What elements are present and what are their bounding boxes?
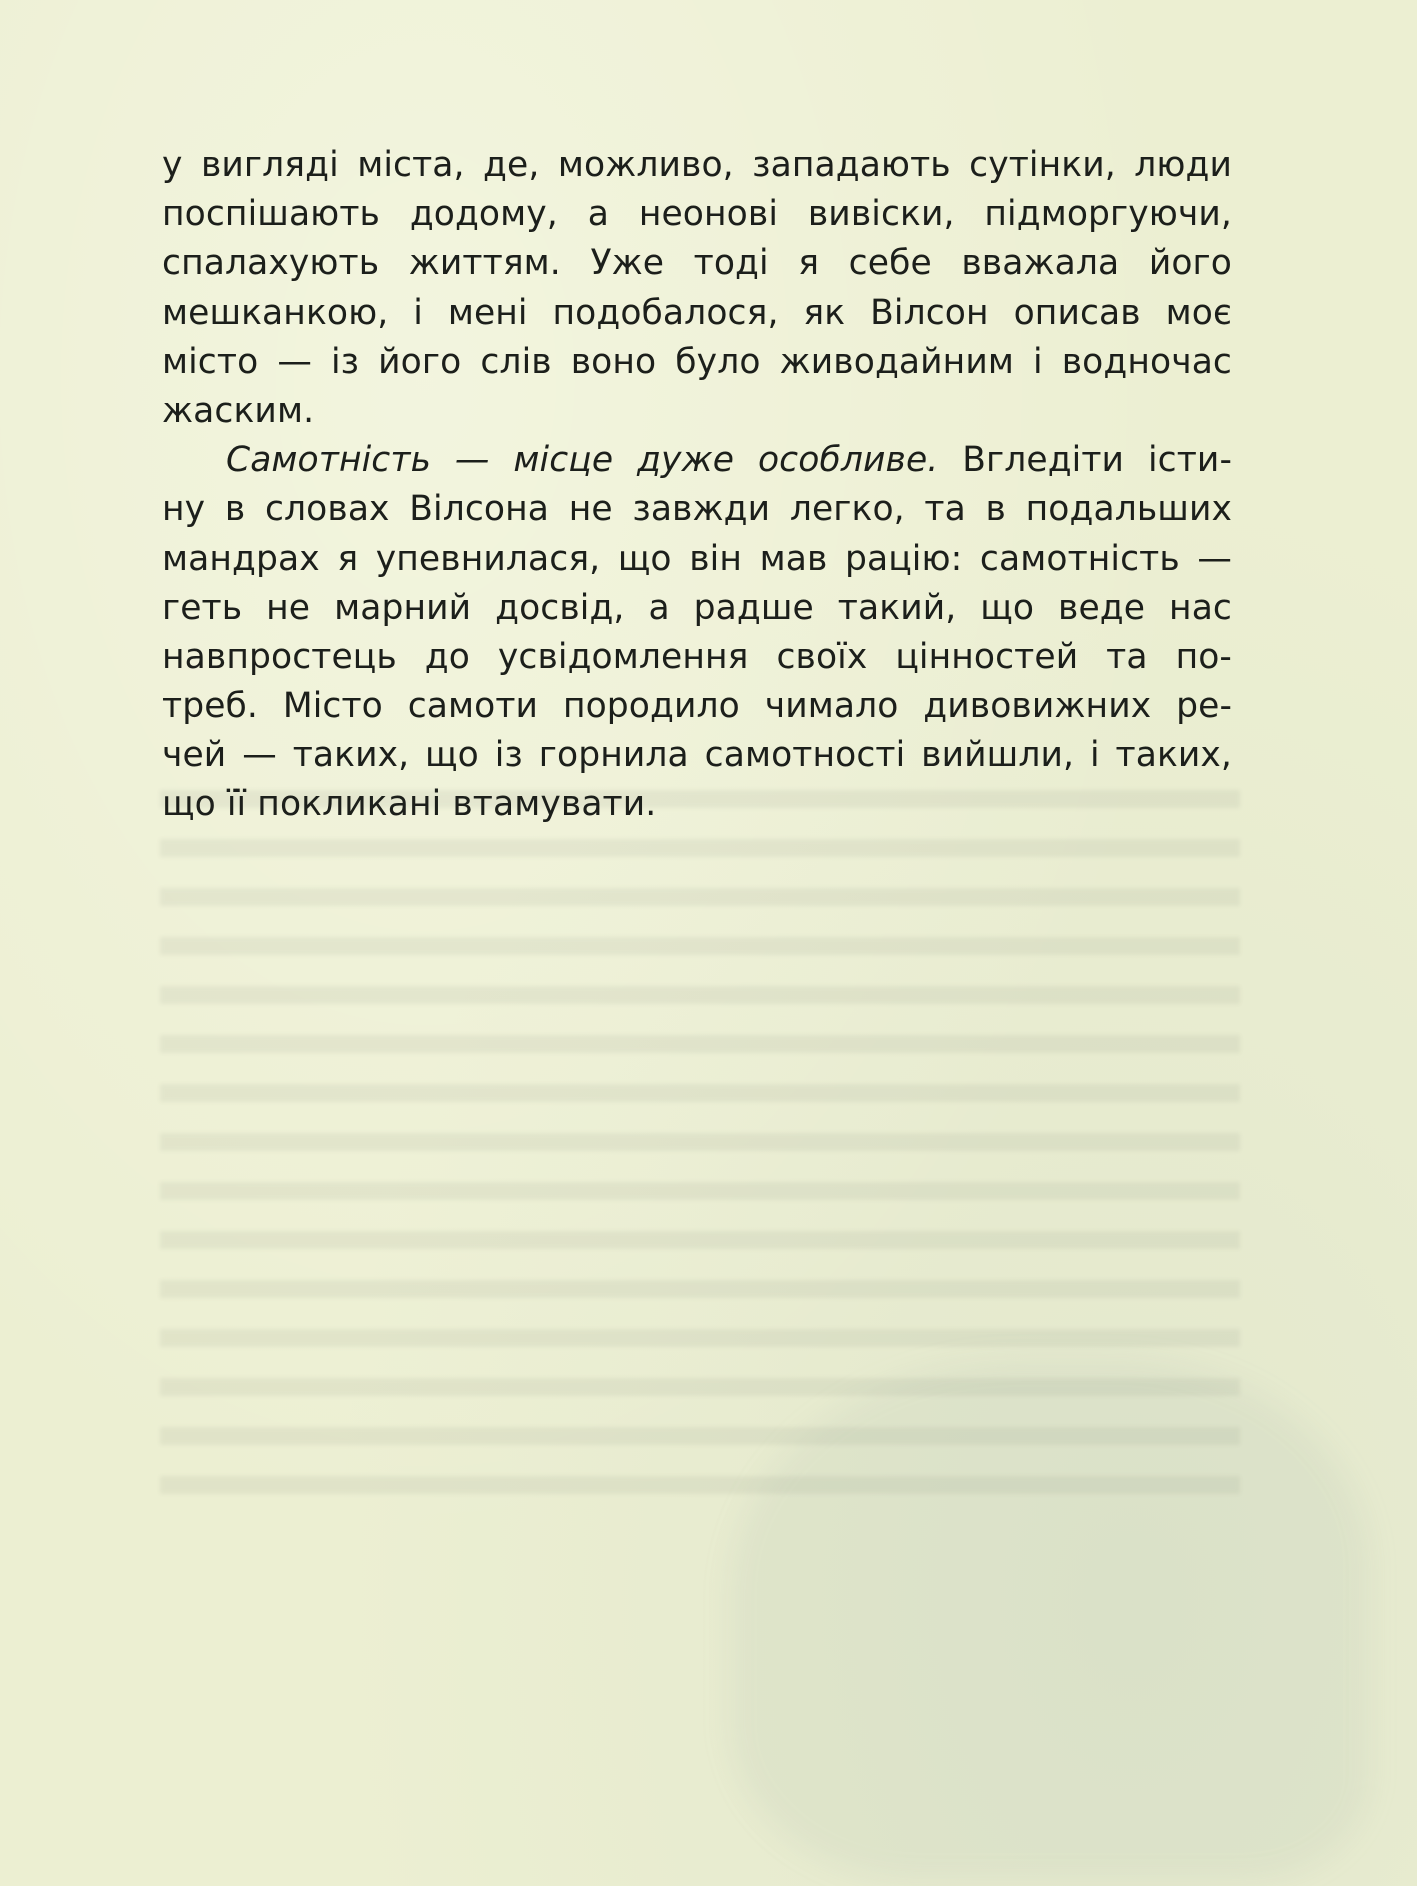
text-line: чей — таких, що із горнила самотності вийшли, і таких, [162, 735, 1232, 776]
text-line: мандрах я упевнилася, що він мав рацію: самотність — [162, 538, 1232, 579]
text-line: треб. Місто самоти породило чимало дивовижних ре- [162, 686, 1232, 727]
italic-phrase: Самотність — місце дуже особливе. [226, 440, 939, 481]
text-line: місто — із його слів воно було живодайним і водночас [162, 341, 1232, 382]
text-line: спалахують життям. Уже тоді я себе вважала його [162, 243, 1232, 284]
text-line: поспішають додому, а неонові вивіски, підморгуючи, [162, 194, 1232, 235]
text-line: що її покликані втамувати. [162, 784, 657, 825]
text-line: навпростець до усвідомлення своїх цінностей та по- [162, 636, 1232, 677]
body-text [162, 141, 1232, 830]
bleed-through-shadow [730, 1360, 1370, 1880]
text-line: мешканкою, і мені подобалося, як Вілсон описав моє [162, 292, 1232, 333]
text-line: жаским. [162, 390, 315, 431]
text-line: у вигляді міста, де, можливо, западають сутінки, люди [162, 145, 1232, 185]
paragraph-first-line [162, 436, 1232, 485]
first-line-rest: Вгледіти істи- [938, 440, 1232, 481]
text-line: геть не марний досвід, а радше такий, що веде нас [162, 587, 1232, 628]
text-line: ну в словах Вілсона не завжди легко, та в подальших [162, 489, 1232, 530]
